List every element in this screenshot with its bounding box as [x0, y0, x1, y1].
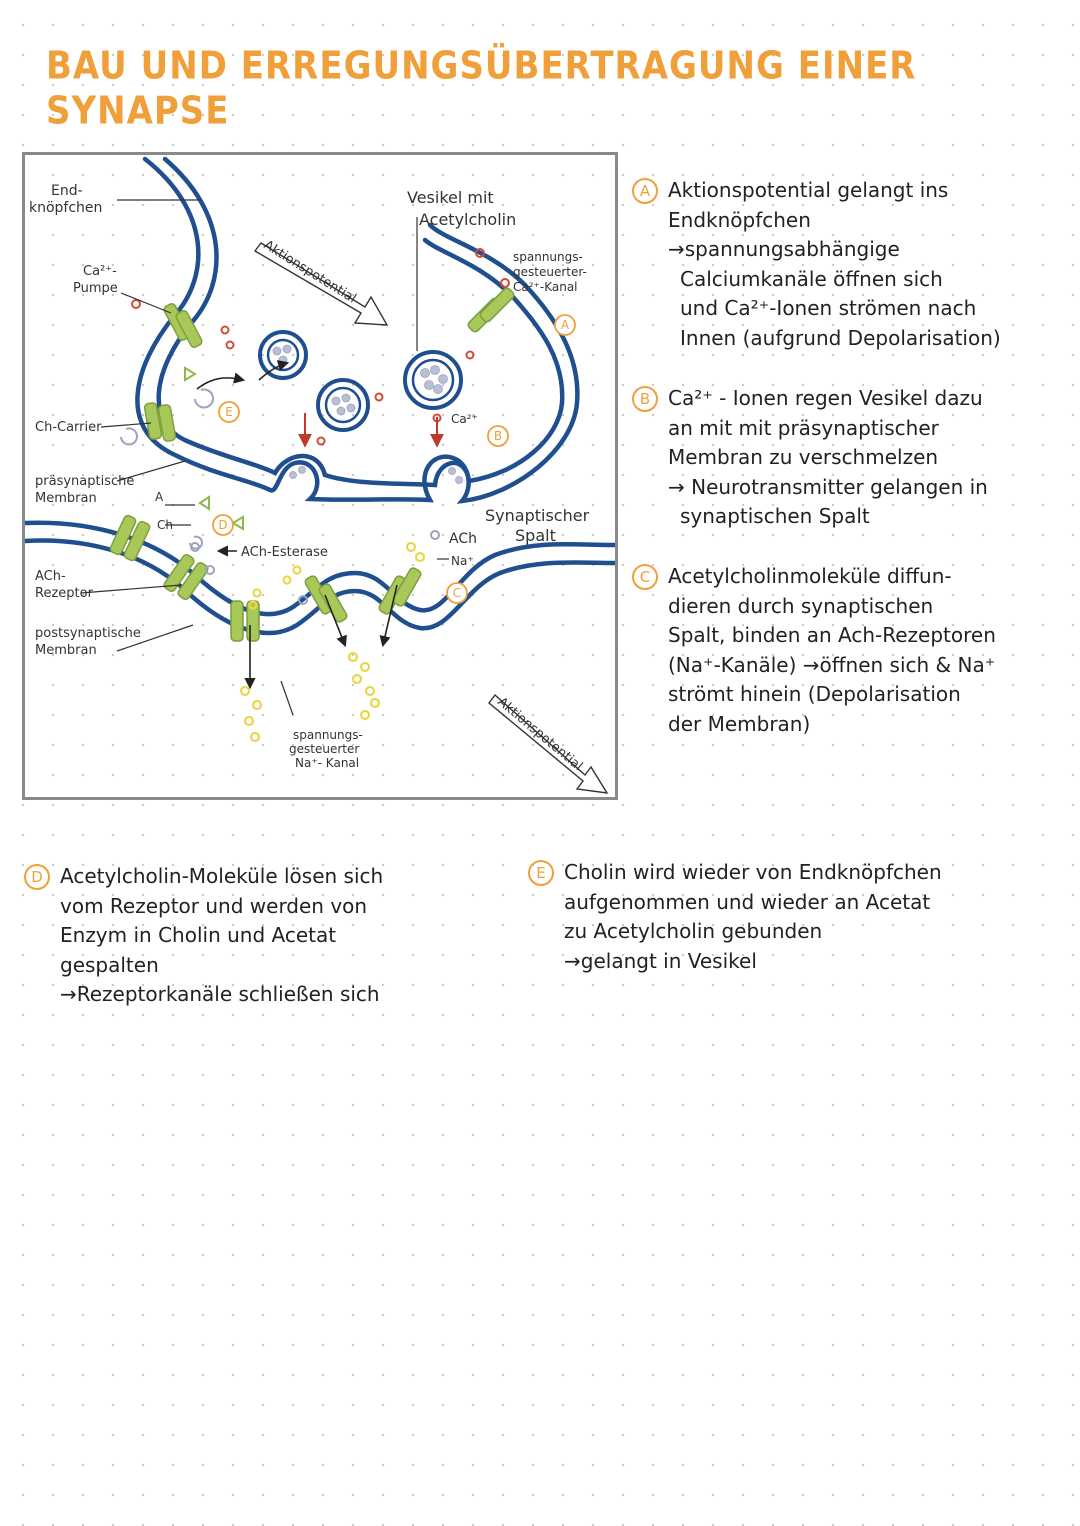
- note-b-line: Ca²⁺ - Ionen regen Vesikel dazu: [668, 386, 983, 410]
- note-c-line: (Na⁺-Kanäle) →öffnen sich & Na⁺: [668, 652, 996, 677]
- marker-b: B: [493, 429, 503, 443]
- action-potential-arrow-bottom: [489, 695, 607, 793]
- note-b-line: Membran zu verschmelzen: [668, 445, 939, 469]
- label-vesikel: Vesikel mit Acetylcholin: [407, 188, 517, 229]
- ach-receptor-2: [163, 553, 210, 601]
- note-e-line: Cholin wird wieder von Endknöpfchen: [564, 860, 942, 884]
- note-c-line: der Membran): [668, 711, 811, 736]
- label-ca2: Ca²⁺: [451, 412, 478, 426]
- label-postsynaptische-membran: postsynaptische Membran: [35, 626, 141, 658]
- note-d-line: vom Rezeptor und werden von: [60, 893, 368, 918]
- label-endknoepfchen: End- knöpfchen: [29, 183, 103, 216]
- note-a-line: Aktionspotential gelangt ins: [668, 178, 949, 202]
- marker-c: C: [452, 586, 462, 600]
- label-na: Na⁺: [451, 554, 474, 568]
- note-b-line: synaptischen Spalt: [680, 504, 870, 528]
- note-e-line: zu Acetylcholin gebunden: [564, 919, 823, 943]
- ca-channel: [467, 287, 516, 334]
- page-title: BAU UND ERREGUNGSÜBERTRAGUNG EINER SYNAPSE: [46, 44, 917, 134]
- label-ach-rezeptor: ACh- Rezeptor: [35, 569, 93, 601]
- marker-a: A: [560, 318, 570, 332]
- action-potential-arrow-top: [255, 238, 387, 325]
- note-d-marker: D: [24, 864, 50, 890]
- note-b-marker: B: [632, 386, 658, 412]
- sodium-ions: [241, 543, 424, 741]
- note-a-line: →spannungsabhängige: [668, 237, 900, 261]
- synapse-diagram: [22, 152, 618, 800]
- note-e: [528, 858, 1068, 976]
- note-d-line: Enzym in Cholin und Acetat: [60, 923, 337, 947]
- note-c-line: strömt hinein (Depolarisation: [668, 682, 961, 706]
- note-e-line: →gelangt in Vesikel: [564, 948, 757, 973]
- label-a-mark: A: [155, 490, 164, 504]
- marker-d: D: [218, 518, 228, 532]
- note-a-line: Calciumkanäle öffnen sich: [680, 266, 943, 291]
- note-b-line: an mit mit präsynaptischer: [668, 415, 939, 440]
- label-ch-carrier: Ch-Carrier: [35, 420, 102, 435]
- note-a-line: Endknöpfchen: [668, 207, 811, 232]
- note-d-line: Acetylcholin-Moleküle lösen sich: [60, 864, 384, 888]
- note-a: [632, 176, 1072, 353]
- note-b: [632, 384, 1072, 532]
- note-d: [24, 862, 524, 1010]
- note-a-line: Innen (aufgrund Depolarisation): [680, 325, 1001, 350]
- note-c-line: Acetylcholinmoleküle diffun-: [668, 564, 952, 588]
- note-e-marker: E: [528, 860, 554, 886]
- note-c: [632, 562, 1072, 739]
- label-praesynaptische-membran: präsynaptische Membran: [35, 474, 135, 506]
- label-ca-kanal: spannungs- gesteuerter- Ca²⁺-Kanal: [513, 250, 587, 294]
- label-na-kanal: spannungs- gesteuerter Na⁺- Kanal: [289, 728, 363, 770]
- label-ach-esterase: ACh-Esterase: [241, 545, 328, 560]
- label-ach: ACh: [449, 531, 477, 547]
- marker-e: E: [225, 405, 233, 419]
- label-ca-pumpe: Ca²⁺- Pumpe: [73, 264, 118, 296]
- note-d-line: gespalten: [60, 952, 159, 977]
- note-c-line: Spalt, binden an Ach-Rezeptoren: [668, 623, 996, 647]
- note-d-line: →Rezeptorkanäle schließen sich: [60, 982, 380, 1006]
- note-c-line: dieren durch synaptischen: [668, 593, 934, 618]
- note-a-line: und Ca²⁺-Ionen strömen nach: [680, 296, 977, 320]
- choline-uptake-arrow: [197, 378, 243, 389]
- note-b-line: → Neurotransmitter gelangen in: [668, 474, 988, 499]
- action-potential-label-top: Aktionspotential: [260, 237, 359, 307]
- vesicle-1-inner: [268, 340, 298, 370]
- ch-carrier-channel: [144, 402, 176, 442]
- note-a-marker: A: [632, 178, 658, 204]
- label-synaptischer-spalt: Synaptischer Spalt: [485, 506, 590, 545]
- action-potential-label-bottom: Aktionspotential: [494, 694, 586, 775]
- note-c-marker: C: [632, 564, 658, 590]
- synapse-svg: [25, 155, 615, 797]
- vesicle-2-inner: [326, 388, 360, 422]
- label-ch-mark: Ch: [157, 518, 173, 532]
- note-e-line: aufgenommen und wieder an Acetat: [564, 889, 931, 914]
